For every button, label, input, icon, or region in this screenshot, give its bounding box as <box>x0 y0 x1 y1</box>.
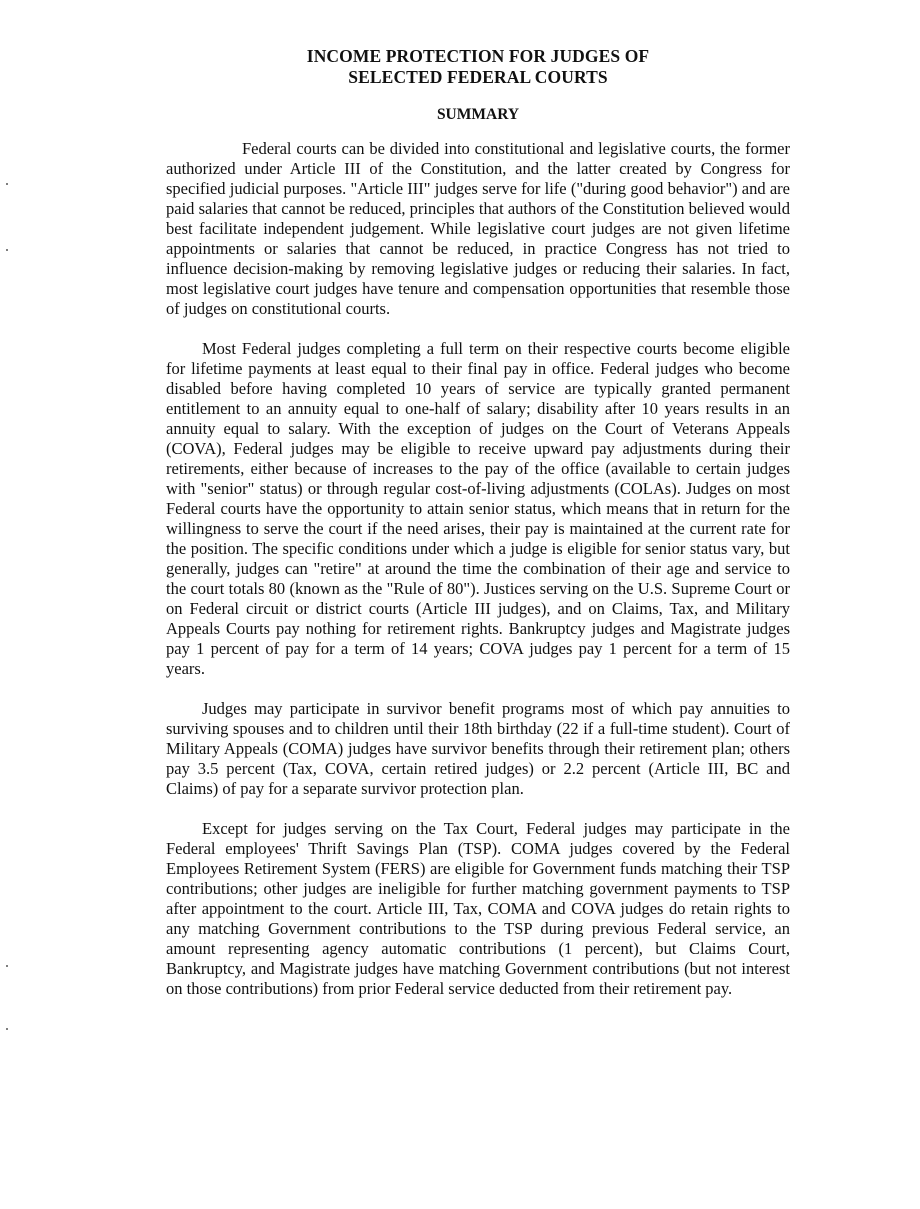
section-heading-summary: SUMMARY <box>436 106 520 123</box>
document-page <box>166 46 790 999</box>
title-line-2: SELECTED FEDERAL COURTS <box>348 67 608 87</box>
paragraph-court-types: Federal courts can be divided into constitutional and legislative courts, the former authorized under Article III of the Constitution, and the latter created by Congress for specified judicial purposes. "Article III" judges serve for life ("during good behavior") and are paid salaries that cannot be reduced, principles that authors of the Constitution believed would best facilitate independent judgement. While legislative court judges are not given lifetime appointments or salaries that cannot be reduced, in practice Congress has not tried to influence decision-making by removing legislative judges or reducing their salaries. In fact, most legislative court judges have tenure and compensation opportunities that resemble those of judges on constitutional courts. <box>166 139 790 318</box>
margin-speck <box>6 1028 8 1030</box>
margin-speck <box>6 965 8 967</box>
margin-speck <box>6 183 8 185</box>
paragraph-survivor-benefits: Judges may participate in survivor benefit programs most of which pay annuities to surviving spouses and to children until their 18th birthday (22 if a full-time student). Court of Military Appeals (COMA) judges have survivor benefits through their retirement plan; others pay 3.5 percent (Tax, COVA, certain retired judges) or 2.2 percent (Article III, BC and Claims) of pay for a separate survivor protection plan. <box>166 699 790 798</box>
paragraph-retirement: Most Federal judges completing a full term on their respective courts become eligible for lifetime payments at least equal to their final pay in office. Federal judges who become disabled before having completed 10 years of service are typically granted permanent entitlement to an annuity equal to one-half of salary; disability after 10 years results in an annuity equal to salary. With the exception of judges on the Court of Veterans Appeals (COVA), Federal judges may be eligible to receive upward pay adjustments during their retirements, either because of increases to the pay of the office (available to certain judges with "senior" status) or through regular cost-of-living adjustments (COLAs). Judges on most Federal courts have the opportunity to attain senior status, which means that in return for the willingness to serve the court if the need arises, their pay is maintained at the current rate for the position. The specific conditions under which a judge is eligible for senior status vary, but generally, judges can "retire" at around the time the combination of their age and service to the court totals 80 (known as the "Rule of 80"). Justices serving on the U.S. Supreme Court or on Federal circuit or district courts (Article III judges), and on Claims, Tax, and Military Appeals Courts pay nothing for retirement rights. Bankruptcy judges and Magistrate judges pay 1 percent of pay for a term of 14 years; COVA judges pay 1 percent for a term of 15 years. <box>166 339 790 678</box>
paragraph-thrift-savings: Except for judges serving on the Tax Court, Federal judges may participate in the Federal employees' Thrift Savings Plan (TSP). COMA judges covered by the Federal Employees Retirement System (FERS) are eligible for Government funds matching their TSP contributions; other judges are ineligible for further matching government payments to TSP after appointment to the court. Article III, Tax, COMA and COVA judges do retain rights to any matching Government contributions to the TSP during previous Federal service, an amount representing agency automatic contributions (1 percent), but Claims Court, Bankruptcy, and Magistrate judges have matching Government contributions (but not interest on those contributions) from prior Federal service deducted from their retirement pay. <box>166 819 790 998</box>
document-title <box>166 46 790 88</box>
title-line-1: INCOME PROTECTION FOR JUDGES OF <box>306 46 650 66</box>
margin-speck <box>6 249 8 251</box>
